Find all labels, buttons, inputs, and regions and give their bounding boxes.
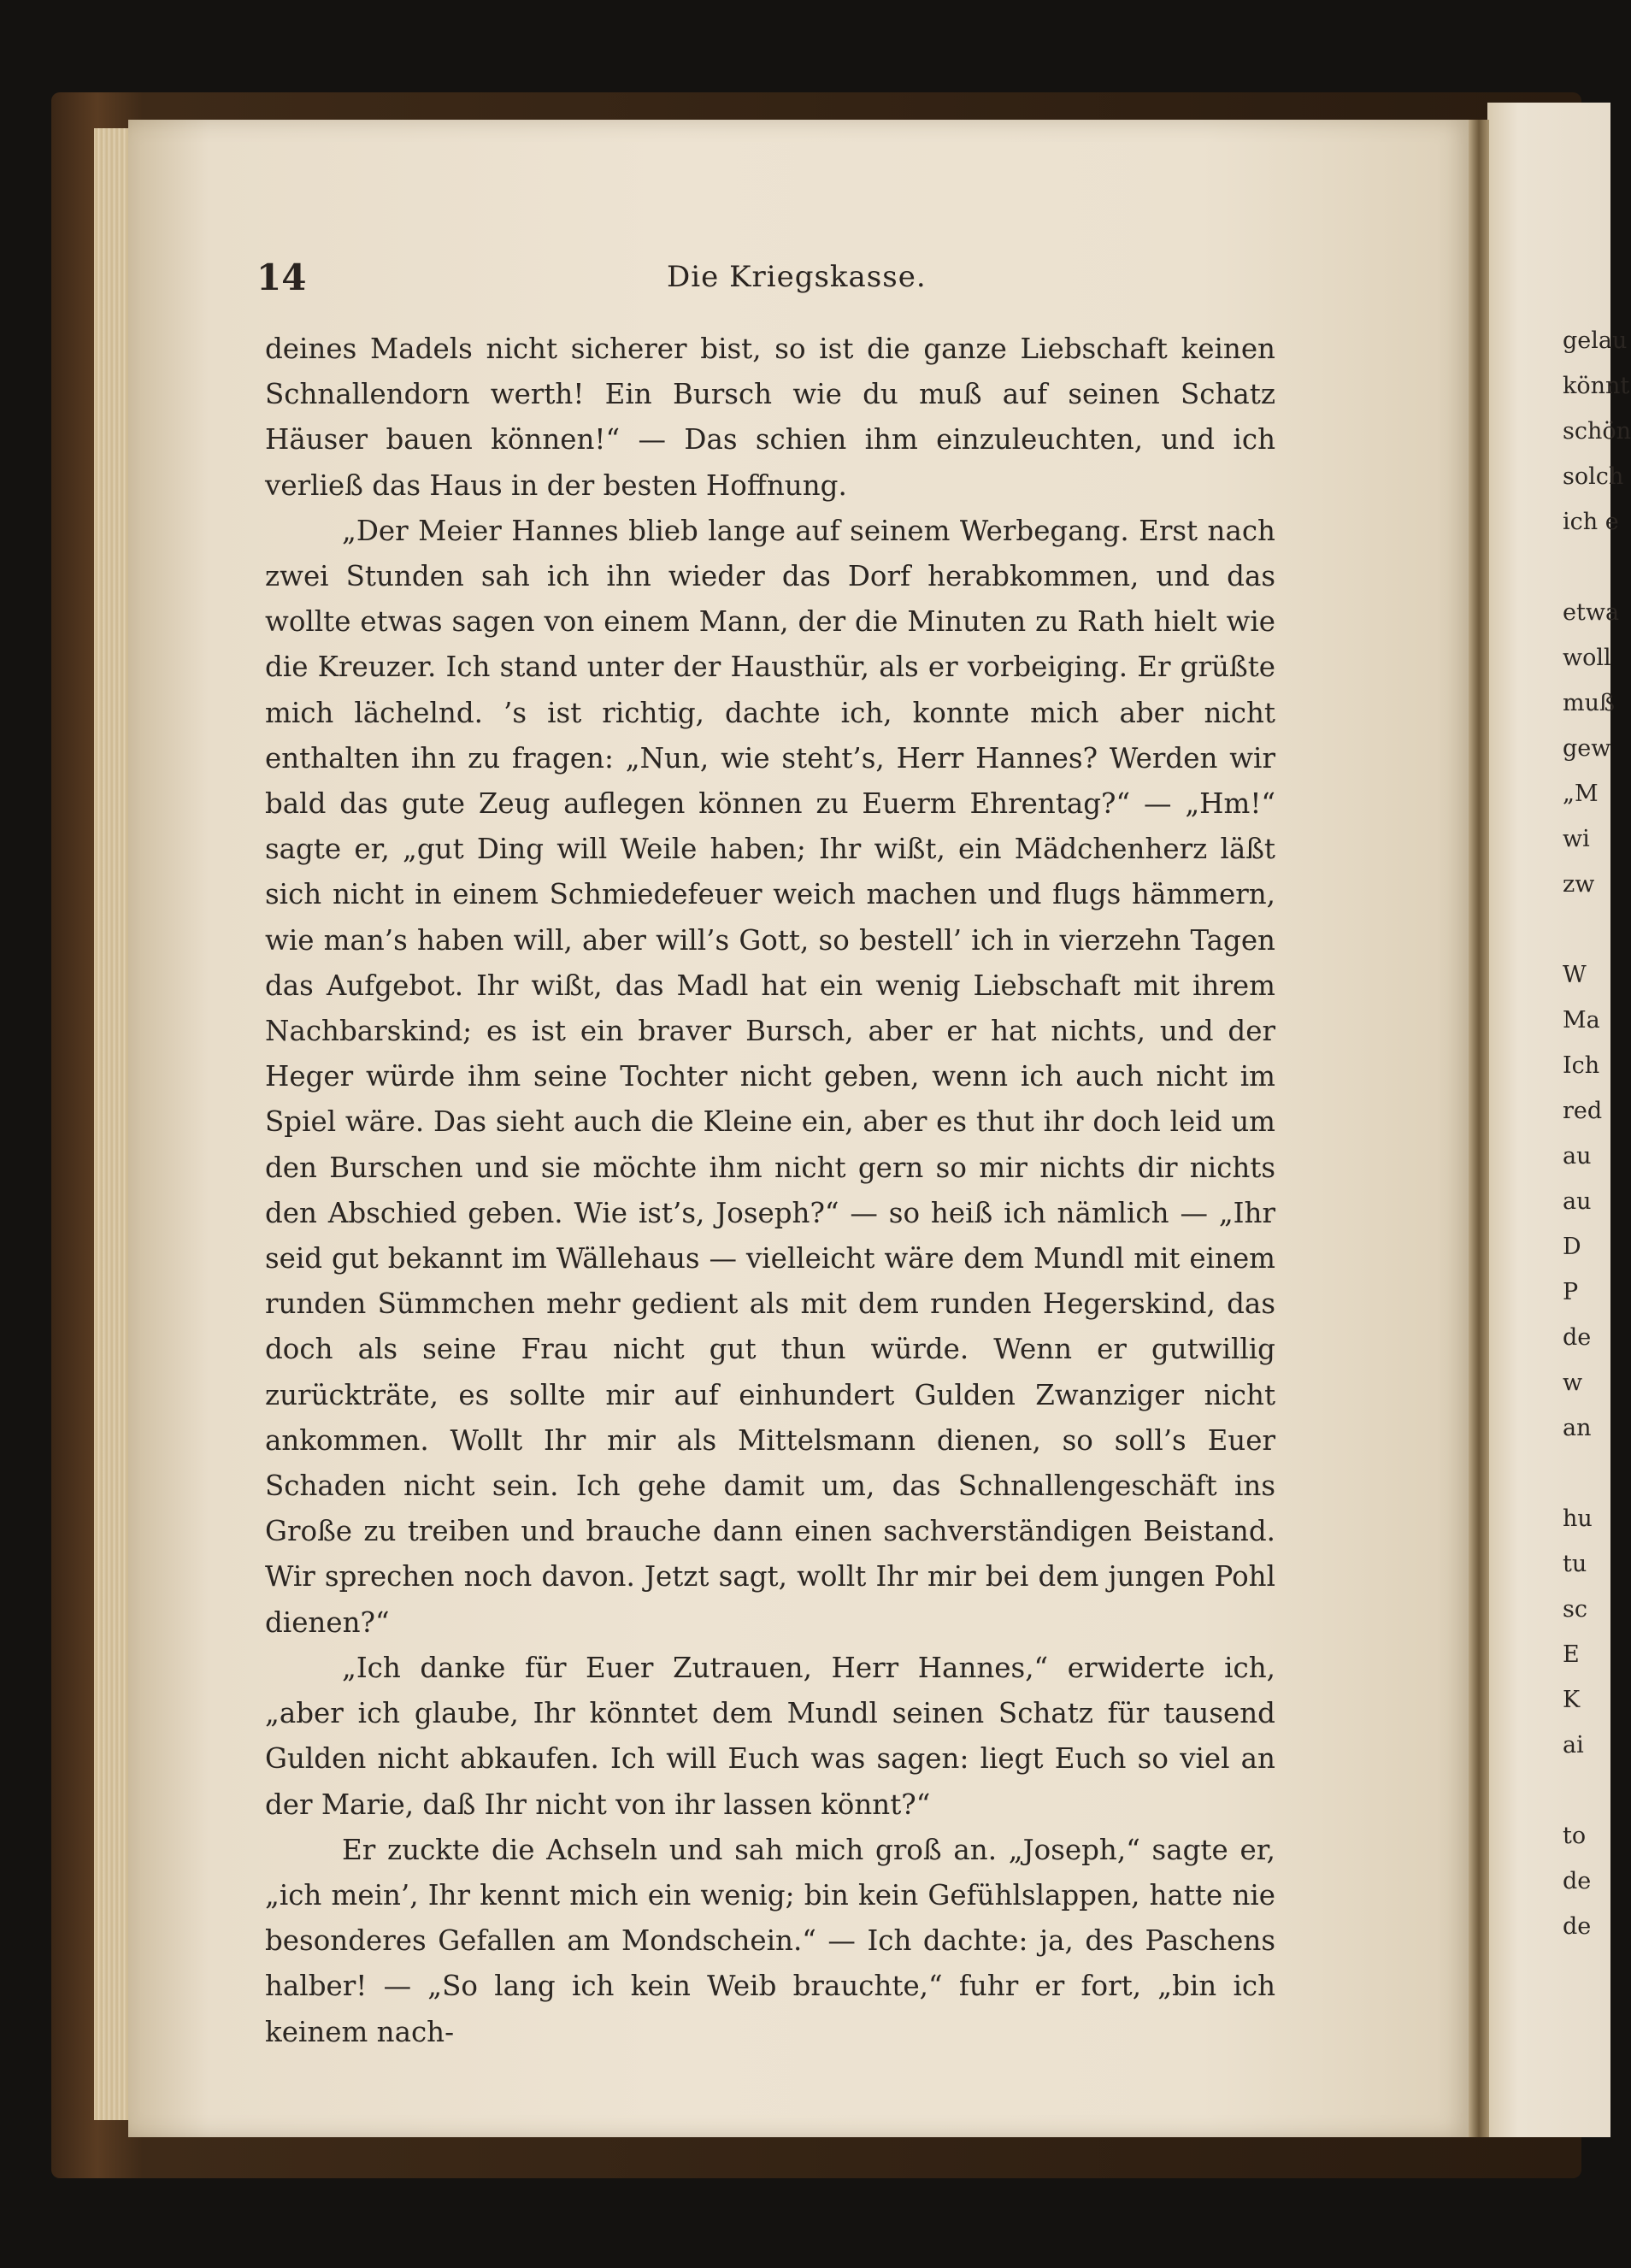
facing-line: to — [1563, 1823, 1587, 1849]
facing-line: E — [1563, 1641, 1580, 1668]
running-title: Die Kriegskasse. — [667, 260, 927, 294]
facing-line: D — [1563, 1234, 1581, 1260]
facing-line: W — [1563, 962, 1587, 988]
facing-line: de — [1563, 1913, 1592, 1940]
facing-line: „M — [1563, 781, 1599, 807]
facing-line: au — [1563, 1143, 1592, 1169]
facing-line — [1563, 1768, 1614, 1813]
book-gutter — [1469, 120, 1489, 2137]
facing-line — [1563, 1451, 1614, 1496]
facing-line: gew — [1563, 735, 1611, 762]
paragraph: deines Madels nicht sicherer bist, so ist die ganze Liebschaft keinen Schnallendorn werth! Ein Bursch wie du muß auf seinen Schatz Häuser bauen können!“ — Das schien ihm einzuleuchten, und ich verließ das Haus in der besten Hoffnung. — [265, 333, 1275, 502]
facing-line: tu — [1563, 1551, 1587, 1577]
facing-line: gelau — [1563, 327, 1628, 354]
facing-line: wi — [1563, 826, 1590, 852]
facing-line: an — [1563, 1415, 1592, 1441]
facing-page-text — [1563, 318, 1631, 1949]
facing-line: red — [1563, 1098, 1603, 1124]
facing-line: zw — [1563, 871, 1595, 898]
facing-line: de — [1563, 1868, 1592, 1894]
facing-line: hu — [1563, 1505, 1593, 1532]
facing-line: etwa — [1563, 599, 1620, 626]
facing-line: ai — [1563, 1732, 1584, 1758]
facing-line: ich e — [1563, 509, 1619, 535]
facing-line: sc — [1563, 1596, 1587, 1623]
facing-line: muß — [1563, 690, 1616, 716]
facing-line: P — [1563, 1279, 1579, 1305]
facing-line: de — [1563, 1324, 1592, 1351]
paragraph: Er zuckte die Achseln und sah mich groß an. „Joseph,“ sagte er, „ich mein’, Ihr kennt mich ein wenig; bin kein Gefühlslappen, hatte nie besonderes Gefallen am Mondschein.“ — Ich dachte: ja, des Paschens halber! — „So lang ich kein Weib brauchte,“ fuhr er fort, „bin ich keinem nach- — [265, 1833, 1275, 2048]
facing-line: au — [1563, 1188, 1592, 1215]
facing-line — [1563, 545, 1614, 590]
facing-line: K — [1563, 1687, 1581, 1713]
paragraph: „Der Meier Hannes blieb lange auf seinem Werbegang. Erst nach zwei Stunden sah ich ihn wieder das Dorf herabkommen, und das wollte etwas sagen von einem Mann, der die Minuten zu Rath hielt wie die Kreuzer. Ich stand unter der Hausthür, als er vorbeiging. Er grüßte mich lächelnd. ’s ist richtig, dachte ich, konnte mich aber nicht enthalten ihn zu fragen: „Nun, wie steht’s, Herr Hannes? Werden wir bald das gute Zeug auflegen können zu Euerm Ehrentag?“ — „Hm!“ sagte er, „gut Ding will Weile haben; Ihr wißt, ein Mädchenherz läßt sich nicht in einem Schmiedefeuer weich machen und flugs hämmern, wie man’s haben will, aber will’s Gott, so bestell’ ich in vierzehn Tagen das Aufgebot. Ihr wißt, das Madl hat ein wenig Liebschaft mit ihrem Nachbarskind; es ist ein braver Bursch, aber er hat nichts, und der Heger würde ihm seine Tochter nicht geben, wenn ich auch nicht im Spiel wäre. Das sieht auch die Kleine ein, aber es thut ihr doch leid um den Burschen und sie möchte ihm nicht gern so mir nichts dir nichts den Abschied geben. Wie ist’s, Joseph?“ — so heiß ich nämlich — „Ihr seid gut bekannt im Wällehaus — vielleicht wäre dem Mundl mit einem runden Sümmchen mehr gedient als mit dem runden Hegerskind, das doch als seine Frau nicht gut thun würde. Wenn er gutwillig zurückträte, es sollte mir auf einhundert Gulden Zwanziger nicht ankommen. Wollt Ihr mir als Mittelsmann dienen, so soll’s Euer Schaden nicht sein. Ich gehe damit um, das Schnallengeschäft ins Große zu treiben und brauche dann einen sachverständigen Beistand. Wir sprechen noch davon. Jetzt sagt, wollt Ihr mir bei dem jungen Pohl dienen?“ — [265, 514, 1275, 1639]
facing-line: solch — [1563, 463, 1624, 490]
running-head — [256, 256, 1325, 308]
facing-line: Ma — [1563, 1007, 1600, 1034]
paragraph: „Ich danke für Euer Zutrauen, Herr Hannes,“ erwiderte ich, „aber ich glaube, Ihr könntet dem Mundl seinen Schatz für tausend Gulden nicht abkaufen. Ich will Euch was sagen: liegt Euch so viel an der Marie, daß Ihr nicht von ihr lassen könnt?“ — [265, 1651, 1275, 1821]
facing-line: w — [1563, 1370, 1583, 1396]
facing-line: könnt — [1563, 373, 1630, 399]
body-text — [265, 327, 1275, 2055]
facing-line: schön — [1563, 418, 1631, 445]
facing-line: woll — [1563, 645, 1611, 671]
facing-line — [1563, 907, 1614, 952]
page-number: 14 — [256, 256, 307, 298]
facing-line: Ich — [1563, 1052, 1600, 1079]
